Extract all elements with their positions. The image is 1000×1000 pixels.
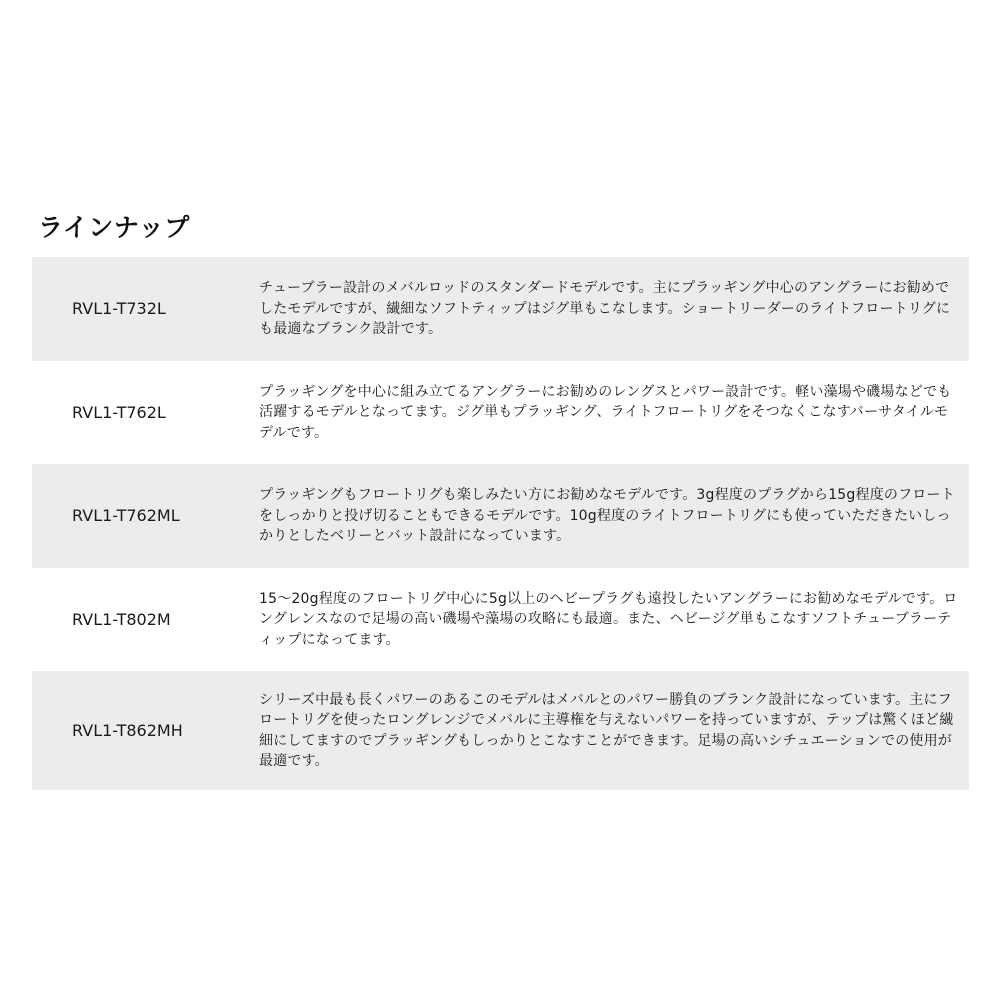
model-name: RVL1-T732L xyxy=(72,299,166,318)
lineup-row xyxy=(32,257,969,361)
model-description: シリーズ中最も長くパワーのあるこのモデルはメバルとのパワー勝負のブランク設計になっています。主にフロートリグを使ったロングレンジでメバルに主導権を与えないパワーを持っていますが、テップは驚くほど繊細にしてますのでプラッギングもしっかりとこなすことができます。足場の高いシチュエーションでの使用が最適です。 xyxy=(259,691,954,769)
model-description: プラッギングもフロートリグも楽しみたい方にお勧めなモデルです。3g程度のプラグから15g程度のフロートをしっかりと投げ切ることもできるモデルです。10g程度のライトフロートリグにも使っていただきたいしっかりとしたベリーとバット設計になっています。 xyxy=(259,487,955,545)
lineup-table xyxy=(32,257,969,790)
model-name: RVL1-T802M xyxy=(72,609,171,629)
lineup-row xyxy=(32,568,969,671)
section-title: ラインナップ xyxy=(38,213,190,242)
model-name: RVL1-T862MH xyxy=(72,720,183,740)
model-name: RVL1-T762L xyxy=(72,402,166,422)
model-description: チューブラー設計のメバルロッドのスタンダードモデルです。主にプラッギング中心のアングラーにお勧めでしたモデルですが、繊細なソフトティップはジグ単もこなします。ショートリーダーのライトフロートリグにも最適なブランク設計です。 xyxy=(259,280,951,338)
lineup-row xyxy=(32,671,969,790)
lineup-row xyxy=(32,361,969,464)
model-description: プラッギングを中心に組み立てるアングラーにお勧めのレングスとパワー設計です。軽い藻場や磯場などでも活躍するモデルとなってます。ジグ単もプラッギング、ライトフロートリグをそつなくこなすバーサタイルモデルです。 xyxy=(259,383,952,441)
model-description: 15〜20g程度のフロートリグ中心に5g以上のヘビープラグも遠投したいアングラーにお勧めなモデルです。ロングレンスなので足場の高い磯場や藻場の攻略にも最適。また、ヘビージグ単もこなすソフトチューブラーティップになってます。 xyxy=(259,590,958,648)
model-name: RVL1-T762ML xyxy=(72,506,180,525)
lineup-row xyxy=(32,464,969,568)
